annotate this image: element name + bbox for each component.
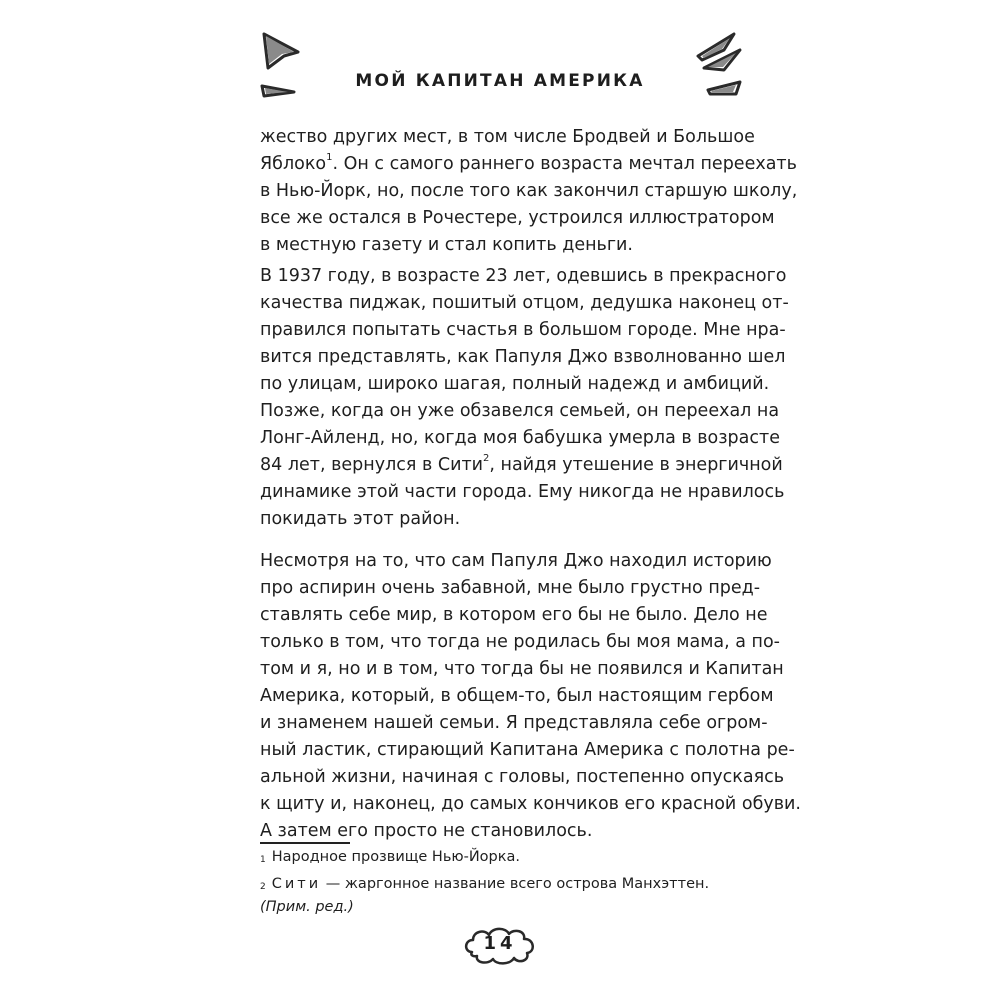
text-line: правился попытать счастья в большом городе. Мне нра- xyxy=(260,320,786,340)
footnote-2 xyxy=(260,873,740,919)
text-line: в Нью-Йорк, но, после того как закончил старшую школу, xyxy=(260,181,798,201)
text-line: в местную газету и стал копить деньги. xyxy=(260,235,633,255)
text-line: покидать этот район. xyxy=(260,509,461,529)
text-line: динамике этой части города. Ему никогда не нравилось xyxy=(260,482,785,502)
text-line: только в том, что тогда не родилась бы моя мама, а по- xyxy=(260,632,780,652)
text-line: жество других мест, в том числе Бродвей и Большое xyxy=(260,127,755,147)
text-line: все же остался в Рочестере, устроился иллюстратором xyxy=(260,208,775,228)
text-line: Позже, когда он уже обзавелся семьей, он переехал на xyxy=(260,401,780,421)
left-triangle-ornament-icon xyxy=(258,30,304,106)
paragraph-2 xyxy=(260,263,789,533)
text-line: вится представлять, как Папуля Джо взволнованно шел xyxy=(260,347,786,367)
footnote-mark: 1 xyxy=(260,855,266,865)
footnotes xyxy=(260,846,740,919)
page-number-badge xyxy=(460,922,540,968)
text-line: и знаменем нашей семьи. Я представляла себе огром- xyxy=(260,713,768,733)
footnote-mark: 2 xyxy=(260,882,266,892)
text-line: альной жизни, начиная с головы, постепенно опускаясь xyxy=(260,767,785,787)
footnote-text: Народное прозвище Нью-Йорка. xyxy=(271,849,520,865)
paragraph-3 xyxy=(260,548,801,845)
text-line: ставлять себе мир, в котором его бы не было. Дело не xyxy=(260,605,768,625)
text-line: Яблоко$^1$. Он с самого раннего возраста мечтал переехать xyxy=(260,152,797,174)
text-line: ный ластик, стирающий Капитана Америка с полотна ре- xyxy=(260,740,795,760)
text-line: качества пиджак, пошитый отцом, дедушка наконец от- xyxy=(260,293,789,313)
text-line: 84 лет, вернулся в Сити$^2$, найдя утешение в энергичной xyxy=(260,453,783,475)
text-line: Лонг-Айленд, но, когда моя бабушка умерла в возрасте xyxy=(260,428,780,448)
footnote-marker-2[interactable]: 2 xyxy=(483,453,490,464)
text-line: Несмотря на то, что сам Папуля Джо находил историю xyxy=(260,551,772,571)
page-number: 14 xyxy=(483,933,517,954)
right-triangle-ornament-icon xyxy=(694,28,746,104)
text-line: к щиту и, наконец, до самых кончиков его красной обуви. xyxy=(260,794,801,814)
footnote-marker-1[interactable]: 1 xyxy=(326,152,333,163)
footnote-1 xyxy=(260,846,740,869)
text-line: по улицам, широко шагая, полный надежд и амбиций. xyxy=(260,374,770,394)
paragraph-1 xyxy=(260,124,798,259)
text-line: В 1937 году, в возрасте 23 лет, одевшись в прекрасного xyxy=(260,266,787,286)
footnote-term: Сити xyxy=(271,876,322,892)
footnote-editor-note: (Прим. ред.) xyxy=(260,899,354,915)
footnote-divider xyxy=(260,842,350,844)
text-line: Америка, который, в общем-то, был настоящим гербом xyxy=(260,686,774,706)
text-line: том и я, но и в том, что тогда бы не появился и Капитан xyxy=(260,659,784,679)
text-line: про аспирин очень забавной, мне было грустно пред- xyxy=(260,578,761,598)
text-line: А затем его просто не становилось. xyxy=(260,821,593,841)
footnote-text: — жаргонное название всего острова Манхэттен. xyxy=(321,876,710,892)
running-header-title: МОЙ КАПИТАН АМЕРИКА xyxy=(355,71,645,91)
